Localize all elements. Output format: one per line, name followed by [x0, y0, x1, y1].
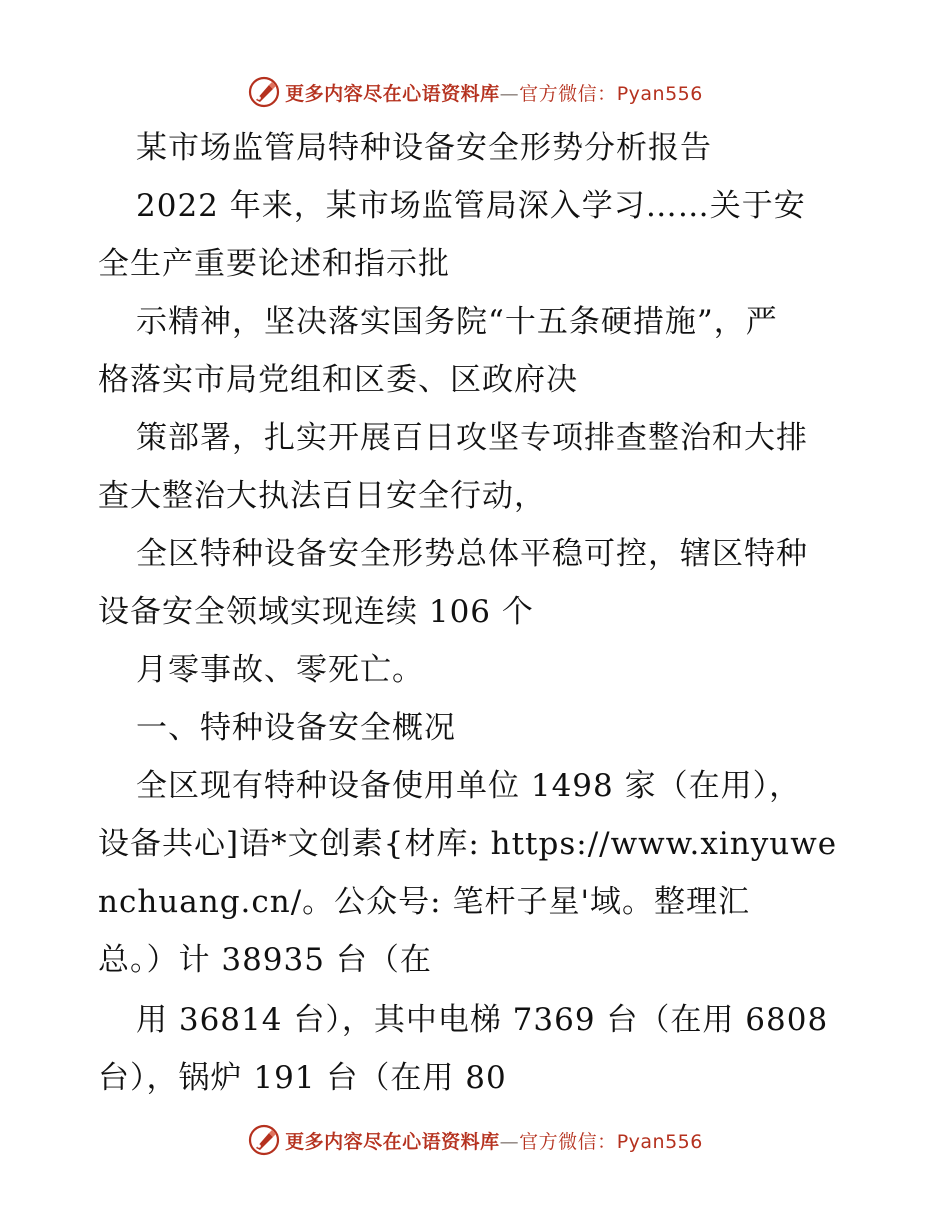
paragraph-line: 用 36814 台），其中电梯 7369 台（在用 6808	[136, 1002, 829, 1038]
paragraph-line: 设备共心]语*文创素{材库: https://www.xinyuwe	[98, 826, 838, 862]
pen-nib-logo-icon	[247, 1123, 281, 1157]
paragraph-line: 全区特种设备安全形势总体平稳可控，辖区特种	[136, 536, 808, 572]
watermark-label: 官方微信：	[519, 1130, 617, 1153]
document-title: 某市场监管局特种设备安全形势分析报告	[136, 130, 712, 166]
section-heading: 一、特种设备安全概况	[136, 710, 456, 746]
footer-watermark-banner	[0, 1120, 950, 1160]
watermark-text	[285, 1127, 703, 1154]
paragraph-line: 全区现有特种设备使用单位 1498 家（在用），	[136, 768, 802, 804]
pen-nib-logo-icon	[247, 75, 281, 109]
paragraph-line: 月零事故、零死亡。	[136, 652, 424, 688]
paragraph-line: 全生产重要论述和指示批	[98, 246, 450, 282]
paragraph-line: 2022 年来，某市场监管局深入学习……关于安	[136, 188, 806, 224]
paragraph-line: 查大整治大执法百日安全行动，	[98, 478, 546, 514]
watermark-dash: —	[499, 82, 520, 105]
paragraph-line: 台），锅炉 191 台（在用 80	[98, 1060, 507, 1096]
header-watermark-banner	[0, 72, 950, 112]
watermark-label: 官方微信：	[519, 82, 617, 105]
watermark-text	[285, 79, 703, 106]
watermark-wechat-id: Pyan556	[616, 82, 703, 105]
watermark-main-text: 更多内容尽在心语资料库	[285, 1130, 500, 1153]
paragraph-line: nchuang.cn/。公众号: 笔杆子星'域。整理汇	[98, 884, 750, 920]
paragraph-line: 示精神，坚决落实国务院“十五条硬措施”，严	[136, 304, 778, 340]
paragraph-line: 策部署，扎实开展百日攻坚专项排查整治和大排	[136, 420, 808, 456]
watermark-dash: —	[499, 1130, 520, 1153]
paragraph-line: 设备安全领域实现连续 106 个	[98, 594, 534, 630]
watermark-main-text: 更多内容尽在心语资料库	[285, 82, 500, 105]
watermark-wechat-id: Pyan556	[616, 1130, 703, 1153]
paragraph-line: 格落实市局党组和区委、区政府决	[98, 362, 578, 398]
paragraph-line: 总。）计 38935 台（在	[98, 942, 432, 978]
